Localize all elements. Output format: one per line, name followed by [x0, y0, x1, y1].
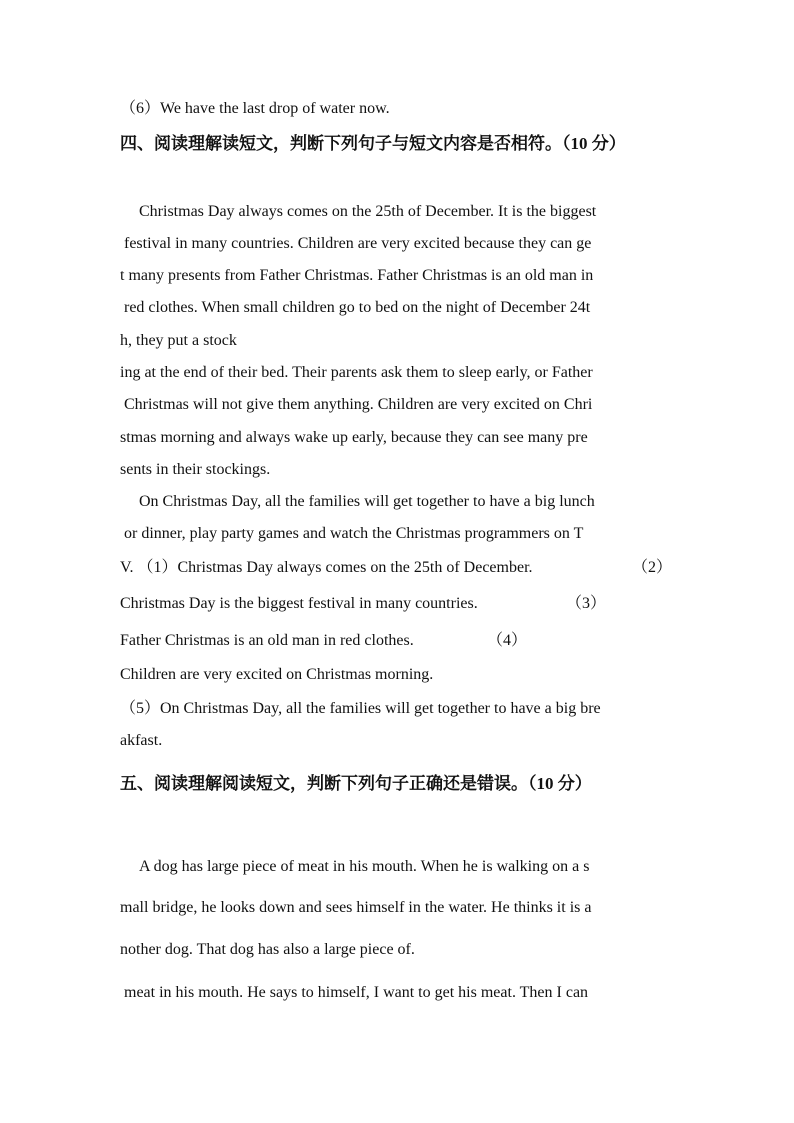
passage-line: sents in their stockings.: [120, 461, 271, 478]
question-3-number: （3）: [566, 595, 607, 612]
question-4-text: Children are very excited on Christmas morning.: [120, 666, 434, 683]
passage-line: meat in his mouth. He says to himself, I want to get his meat. Then I can: [124, 984, 589, 1001]
section4-heading: 四、阅读理解读短文，判断下列句子与短文内容是否相符。（10 分）: [120, 134, 626, 153]
passage-line: Christmas will not give them anything. Children are very excited on Chri: [124, 396, 593, 413]
passage-line: nother dog. That dog has also a large piece of.: [120, 941, 415, 958]
question-5-line2: akfast.: [120, 732, 163, 749]
question-4-number: （4）: [487, 632, 528, 649]
passage-line: t many presents from Father Christmas. Father Christmas is an old man in: [120, 267, 594, 284]
question-2-text: Christmas Day is the biggest festival in many countries.: [120, 595, 478, 612]
passage-line: h, they put a stock: [120, 332, 237, 349]
section5-heading: 五、阅读理解阅读短文，判断下列句子正确还是错误。（10 分）: [120, 774, 592, 793]
question-5-line1: （5）On Christmas Day, all the families will get together to have a big bre: [120, 700, 601, 717]
passage-line: festival in many countries. Children are very excited because they can ge: [124, 235, 592, 252]
passage-line: red clothes. When small children go to bed on the night of December 24t: [124, 299, 591, 316]
passage-line: or dinner, play party games and watch the Christmas programmers on T: [124, 525, 584, 542]
passage-line: ing at the end of their bed. Their parents ask them to sleep early, or Father: [120, 364, 593, 381]
passage-line: On Christmas Day, all the families will get together to have a big lunch: [139, 493, 595, 510]
passage-line: A dog has large piece of meat in his mouth. When he is walking on a s: [139, 858, 590, 875]
question-2-number: （2）: [632, 559, 673, 576]
passage-line: mall bridge, he looks down and sees himself in the water. He thinks it is a: [120, 899, 592, 916]
passage-line: stmas morning and always wake up early, because they can see many pre: [120, 429, 588, 446]
question-3-text: Father Christmas is an old man in red clothes.: [120, 632, 414, 649]
passage-line: Christmas Day always comes on the 25th of December. It is the biggest: [139, 203, 597, 220]
section3-item-6: （6）We have the last drop of water now.: [120, 100, 390, 117]
question-1: V. （1）Christmas Day always comes on the 25th of December.: [120, 559, 533, 576]
